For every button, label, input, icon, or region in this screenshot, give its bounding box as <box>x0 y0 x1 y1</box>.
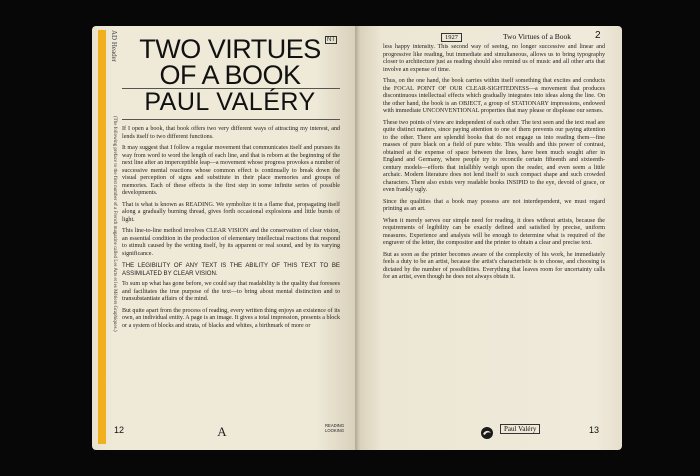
paragraph: Thus, on the one hand, the book carries within itself something that excites and conducts the FOCAL POINT OF OUR CLEAR-SIGHTEDNESS—a movement that produces discontinuous intellectual effects which gradually integrates into ideas along the line. On the other hand, the book is an OBJECT, a group of STATIONARY impressions, endowed with immediate UNCONVENTIONAL properties that may please or displease our senses. <box>383 78 605 114</box>
paragraph: Since the qualities that a book may possess are not interdependent, we must regard printing as an art. <box>383 198 605 212</box>
sidebar-label: AD Header <box>110 30 118 63</box>
title-line-2: OF A BOOK <box>159 60 301 90</box>
paragraph: It may suggest that I follow a regular movement that communicates itself and pursues its way from word to word the length of each line, and that is reborn at the beginning of the next line after an imperceptible leap—a movement whose progress provokes a number of successive mental reactions whose common effect is continually to break down the visual perception of signs and substitute in their place memories and groups of memories. Each of these effects is the first step in some infinite series of possible developments. <box>122 145 340 196</box>
running-head: Two Virtues of a Book <box>503 32 572 41</box>
paragraph: This line-to-line method involves CLEAR VISION and the conservation of clear vision, an essential condition in the production of elementary intellectual reactions that respond to stimuli caused by the writing itself, by its apparent or real sound, and by its varying significance. <box>122 228 340 257</box>
right-page <box>355 26 622 450</box>
publisher-logo: A <box>217 424 227 439</box>
paragraph: less happy intensity. This second way of seeing, no longer successive and linear and progressive like reading, but immediate and simultaneous, allows us to bring typography closer to architecture just as reading should also remind us of music and all other arts that involve an expense of time. <box>383 44 605 73</box>
swirl-logo-icon <box>480 426 494 440</box>
emphasis-paragraph: THE LEGIBILITY OF ANY TEXT IS THE ABILITY OF THIS TEXT TO BE ASSIMILATED BY CLEAR VISION. <box>122 262 340 277</box>
reading-label: READING LOOKING <box>325 423 345 433</box>
paragraph: If I open a book, that book offers two very different ways of attracting my interest, and lends itself to two different functions. <box>122 126 340 140</box>
paragraph: To sum up what has gone before, we could say that readability is the quality that foresees and facilitates the true purpose of the text—to bring about mental distinction and to transubstantiate affairs of the mind. <box>122 281 340 302</box>
paragraph: But quite apart from the process of reading, every written thing enjoys an existence of its own, an individual entity. A page is an image. It gives a total impression, presents a block or a system of blocks and strata, of blacks and whites, a birthmark of more or <box>122 307 340 329</box>
right-text-column <box>383 44 605 286</box>
year-box: 1927 <box>441 32 462 41</box>
paragraph: These two points of view are independent of each other. The text seen and the text read are quite distinct matters, since paying attention to one of them prevents our paying attention to the other. There are splendid books that do not engage us into reading them—fine masses of pure black on a field of pure white. This wealth and this power of contrast, obtained at the expense of space between the lines, have been much sought after in England and Germany, where people try to reconcile certain fifteenth and sixteenth-century models—efforts that infallibly weigh upon the reader, and even seem a little archaic. Modern literature does not lend itself to such compact shape and such crowded characters. There also exists very readable books INSIPID to the eye, devoid of grace, or even frankly ugly. <box>383 119 605 193</box>
left-page <box>92 26 355 450</box>
spine-shadow <box>355 26 360 450</box>
paragraph: When it merely serves our simple need for reading, it does without artists, because the requirements of legibility can be exactly defined and satisfied by precise, uniform measures. Experience and analysis will be enough to determine what is required of the engraver of the letter, the compositor and the printer to obtain a clear and precise text. <box>383 217 605 246</box>
side-note <box>109 56 117 426</box>
page-top-number: 2 <box>595 30 601 41</box>
paragraph: But as soon as the printer becomes aware of the complexity of his work, he immediately feels a duty to be an artist, because the artist's characteristic is to choose, and choosing is dictated by the number of possibilities. Everything that leaves room for uncertainty calls for an artist, even though he does not always obtain it. <box>383 251 605 280</box>
rule-bottom <box>122 119 340 120</box>
open-book <box>92 26 622 450</box>
page-number-left: 12 <box>114 425 125 435</box>
side-note-text: (The following preface to the first number of a French magazine called Les Arts et les Métiers Graphiques.) <box>112 116 117 332</box>
nt-badge: NT <box>327 37 335 43</box>
title-line-1: TWO VIRTUES <box>139 34 321 64</box>
title <box>122 36 338 88</box>
left-text-column <box>122 126 340 334</box>
author-name: PAUL VALÉRY <box>144 88 316 116</box>
page-number-right: 13 <box>589 425 600 435</box>
footer-author: Paul Valéry <box>500 424 540 434</box>
paragraph: That is what is known as READING. We symbolize it in a flame that, propagating itself along a gradually burning thread, gives forth occasional explosions and little bursts of light. <box>122 201 340 223</box>
yellow-spine-stripe <box>98 30 106 444</box>
